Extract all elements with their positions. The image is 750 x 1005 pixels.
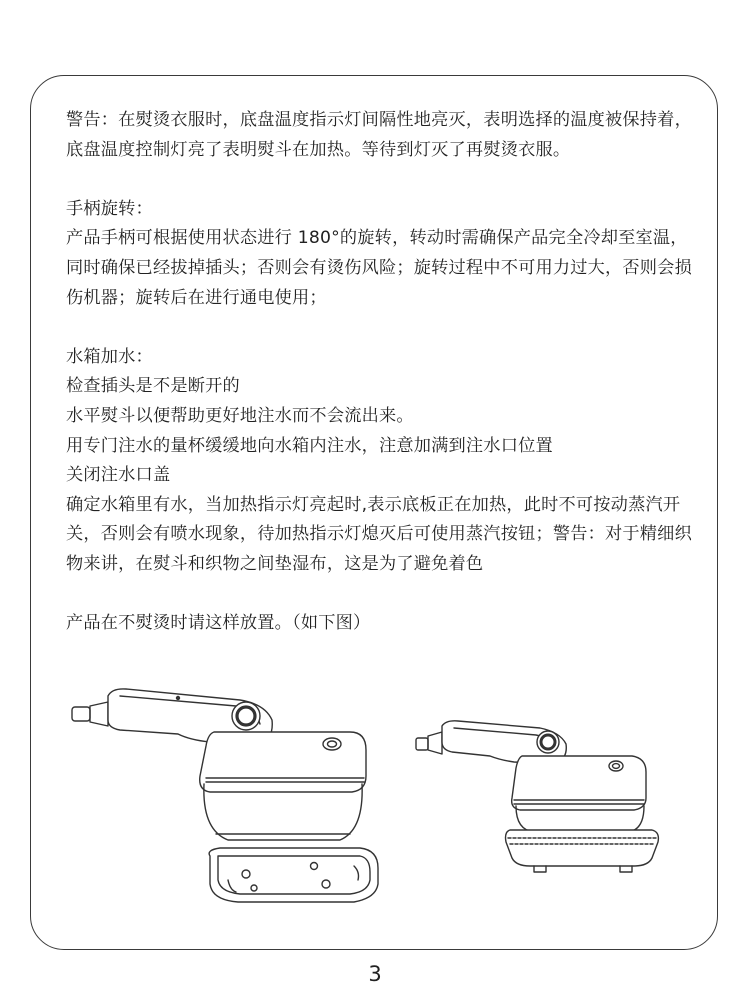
warning-paragraph: 警告：在熨烫衣服时，底盘温度指示灯间隔性地亮灭，表明选择的温度被保持着，底盘温度控制灯亮了表明熨斗在加热。等待到灯灭了再熨烫衣服。 xyxy=(66,110,692,160)
manual-text xyxy=(66,106,696,639)
handle-rotation-body: 产品手柄可根据使用状态进行 180°的旋转，转动时需确保产品完全冷却至室温，同时确保已经拔掉插头；否则会有烫伤风险；旋转过程中不可用力过大，否则会损伤机器；旋转后在进行通电使用； xyxy=(66,228,692,308)
iron-with-detached-base-drawing xyxy=(72,689,378,902)
page-number: 3 xyxy=(368,962,382,986)
iron-on-base-drawing xyxy=(416,721,658,872)
steam-iron-illustration xyxy=(60,680,690,930)
water-tank-line: 检查插头是不是断开的 xyxy=(66,376,240,397)
water-tank-line: 水平熨斗以便帮助更好地注水而不会流出来。 xyxy=(66,405,414,426)
handle-rotation-heading: 手柄旋转： xyxy=(66,198,153,219)
water-tank-line: 关闭注水口盖 xyxy=(66,465,171,486)
storage-note: 产品在不熨烫时请这样放置。（如下图） xyxy=(66,613,371,634)
water-tank-heading: 水箱加水： xyxy=(66,346,153,367)
water-tank-line: 确定水箱里有水，当加热指示灯亮起时,表示底板正在加热，此时不可按动蒸汽开关，否则会有喷水现象，待加热指示灯熄灭后可使用蒸汽按钮；警告：对于精细织物来讲，在熨斗和织物之间垫湿布，这是为了避免着色 xyxy=(66,494,692,574)
water-tank-line: 用专门注水的量杯缓缓地向水箱内注水，注意加满到注水口位置 xyxy=(66,435,553,456)
